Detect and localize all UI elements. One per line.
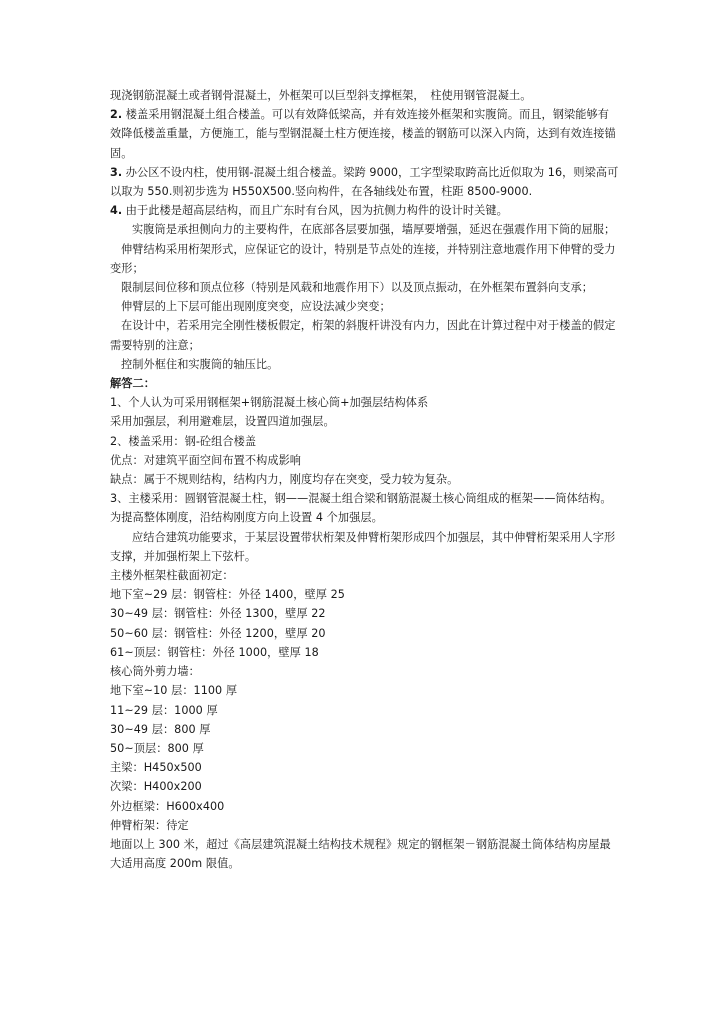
answer-item-1: 1、个人认为可采用钢框架+钢筋混凝土核心筒+加强层结构体系	[110, 396, 429, 410]
column-spec-2: 30~49 层：钢管柱：外径 1300，壁厚 22	[110, 607, 326, 621]
item-2-text: 楼盖采用钢混凝土组合楼盖。可以有效降低梁高，并有效连接外框架和实腹筒。而且，钢梁能够有效降低楼盖重量，方便施工，能与型钢混凝土柱方便连接，楼盖的钢筋可以深入内筒，达到有效连接锚固。	[110, 108, 616, 160]
column-spec-3: 50~60 层：钢管柱：外径 1200，壁厚 20	[110, 626, 326, 640]
item-3-number: 3.	[110, 165, 123, 179]
answer-2-heading: 解答二：	[110, 377, 155, 391]
column-spec-4: 61~顶层：钢管柱：外径 1000，壁厚 18	[110, 645, 319, 659]
paragraph-outrigger: 伸臂结构采用桁架形式，应保证它的设计，特别是节点处的连接，并特别注意地震作用下伸臂的受力变形；	[110, 242, 616, 275]
column-heading: 主楼外框架柱截面初定：	[110, 569, 234, 583]
item-4	[110, 201, 620, 220]
item-2-number: 2.	[110, 108, 123, 122]
paragraph-rigid-floor: 在设计中，若采用完全刚性楼板假定，桁架的斜腹杆讲没有内力，因此在计算过程中对于楼盖的假定需要特别的注意；	[110, 319, 616, 352]
item-3-text: 办公区不设内柱，使用钢-混凝土组合楼盖。梁跨 9000，工字型梁取跨高比近似取为 16，则梁高可以取为 550.则初步选为 H550X500.竖向构件，在各轴线处布置，柱距 8500-9000.	[110, 165, 619, 199]
document-page	[110, 86, 620, 873]
paragraph-intro: 现浇钢筋混凝土或者钢骨混凝土，外框架可以巨型斜支撑框架， 柱使用钢管混凝土。	[110, 89, 532, 102]
answer-item-2-pros: 优点：对建筑平面空间布置不构成影响	[110, 453, 302, 467]
answer-item-2-cons: 缺点：属于不规则结构，结构内力，刚度均存在突变，受力较为复杂。	[110, 473, 459, 487]
answer-item-2: 2、楼盖采用：钢-砼组合楼盖	[110, 434, 257, 448]
main-beam-spec: 主梁：H450x500	[110, 761, 202, 775]
wall-spec-4: 50~顶层：800 厚	[110, 741, 204, 755]
paragraph-axial-ratio: 控制外框住和实腹筒的轴压比。	[121, 357, 279, 371]
answer-item-3: 3、主楼采用：圆钢管混凝土柱，钢——混凝土组合梁和钢筋混凝土核心筒组成的框架——筒体结构。为提高整体刚度，沿结构刚度方向上设置 4 个加强层。	[110, 492, 612, 525]
outrigger-truss-spec: 伸臂桁架：待定	[110, 818, 189, 832]
height-limit-note: 地面以上 300 米，超过《高层建筑混凝土结构技术规程》规定的钢框架－钢筋混凝土筒体结构房屋最大适用高度 200m 限值。	[110, 837, 611, 871]
wall-spec-1: 地下室~10 层：1100 厚	[110, 684, 238, 698]
item-3	[110, 163, 620, 201]
item-4-text: 由于此楼是超高层结构，而且广东时有台风，因为抗侧力构件的设计时关键。	[125, 204, 508, 218]
paragraph-core-tube: 实腹筒是承担侧向力的主要构件，在底部各层要加强，墙厚要增强，延迟在强震作用下筒的屈服；	[132, 223, 616, 237]
paragraph-stiffness: 伸臂层的上下层可能出现刚度突变，应设法减少突变；	[121, 300, 391, 314]
wall-spec-2: 11~29 层：1000 厚	[110, 703, 218, 717]
answer-item-3-detail: 应结合建筑功能要求，于某层设置带状桁架及伸臂桁架形成四个加强层，其中伸臂桁架采用人字形支撑，并加强桁架上下弦杆。	[110, 530, 616, 563]
item-4-number: 4.	[110, 204, 123, 218]
edge-beam-spec: 外边框梁：H600x400	[110, 799, 225, 813]
wall-spec-3: 30~49 层：800 厚	[110, 722, 211, 736]
paragraph-drift-limit: 限制层间位移和顶点位移（特别是风载和地震作用下）以及顶点振动，在外框架布置斜向支承；	[121, 281, 593, 295]
item-2	[110, 105, 620, 163]
secondary-beam-spec: 次梁：H400x200	[110, 780, 202, 794]
answer-item-1-detail: 采用加强层，利用避难层，设置四道加强层。	[110, 415, 335, 429]
wall-heading: 核心筒外剪力墙：	[110, 665, 200, 679]
column-spec-1: 地下室~29 层：钢管柱：外径 1400，壁厚 25	[110, 588, 345, 602]
